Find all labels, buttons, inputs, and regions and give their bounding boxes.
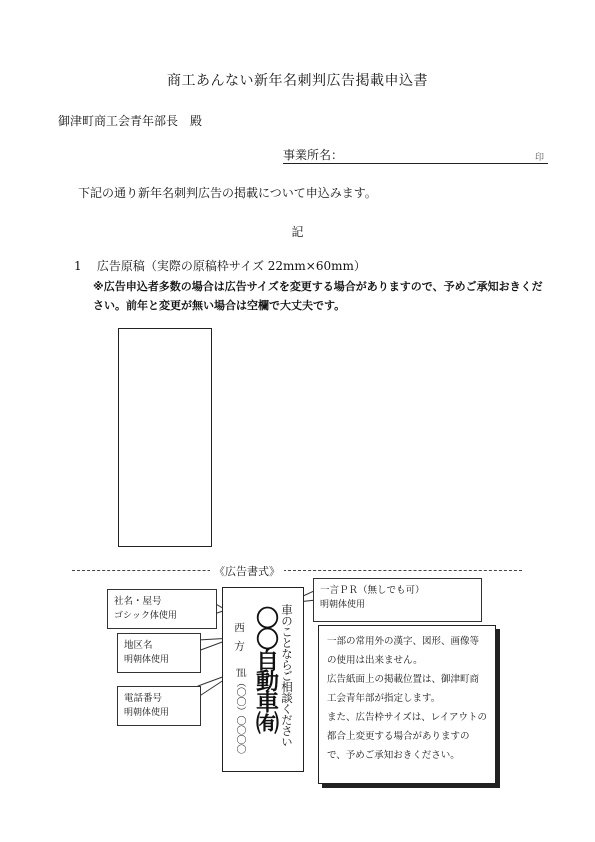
sample-ad	[222, 587, 304, 772]
callout-district-title: 地区名	[124, 640, 153, 651]
callout-pr-sub: 明朝体使用	[320, 600, 366, 610]
format-section-label: 《広告書式》	[210, 563, 284, 579]
callout-company-title: 社名・屋号	[114, 596, 162, 607]
callout-district	[117, 633, 201, 673]
addressee: 御津町商工会青年部長 殿	[58, 114, 203, 128]
item-number: 1	[74, 259, 82, 273]
rule-item: 一部の常用外の漢字、図形、画像等の使用は出来ません。	[327, 636, 480, 666]
seal-mark: 印	[534, 153, 544, 163]
callout-pr	[313, 578, 482, 622]
intro-text: 下記の通り新年名刺判広告の掲載について申込みます。	[78, 186, 377, 200]
callout-phone-sub: 明朝体使用	[124, 708, 170, 718]
callout-company	[107, 589, 217, 629]
sample-district: 西方	[233, 622, 245, 659]
ki-heading: 記	[291, 225, 304, 239]
company-name-label: 事業所名：	[283, 148, 344, 162]
page-title: 商工あんない新年名刺判広告掲載申込書	[167, 73, 428, 89]
sample-company-name: 〇〇自動車㈲	[252, 606, 278, 732]
callout-phone-title: 電話番号	[124, 693, 163, 704]
rule-item: 広告紙面上の掲載位置は、御津町商工会青年部が指定します。	[327, 674, 480, 704]
callout-district-sub: 明朝体使用	[124, 655, 170, 665]
callout-company-sub: ゴシック体使用	[114, 611, 177, 621]
rule-item: また、広告枠サイズは、レイアウトの都合上変更する場合がありますので、予めご承知おきください。	[327, 712, 487, 761]
callout-pr-title: 一言ＰＲ（無しでも可）	[320, 585, 425, 596]
callout-phone	[117, 686, 201, 726]
sample-pr-text: 車のことならご相談ください	[280, 604, 294, 747]
size-note: ※広告申込者多数の場合は広告サイズを変更する場合がありますので、予めご承知おきください。前年と変更が無い場合は空欄で大丈夫です。	[93, 280, 543, 312]
item-label: 広告原稿（実際の原稿枠サイズ 22mm×60mm）	[96, 259, 366, 273]
sample-phone: ℡（〇〇）〇〇〇〇	[234, 668, 245, 754]
rules-box	[318, 625, 496, 784]
